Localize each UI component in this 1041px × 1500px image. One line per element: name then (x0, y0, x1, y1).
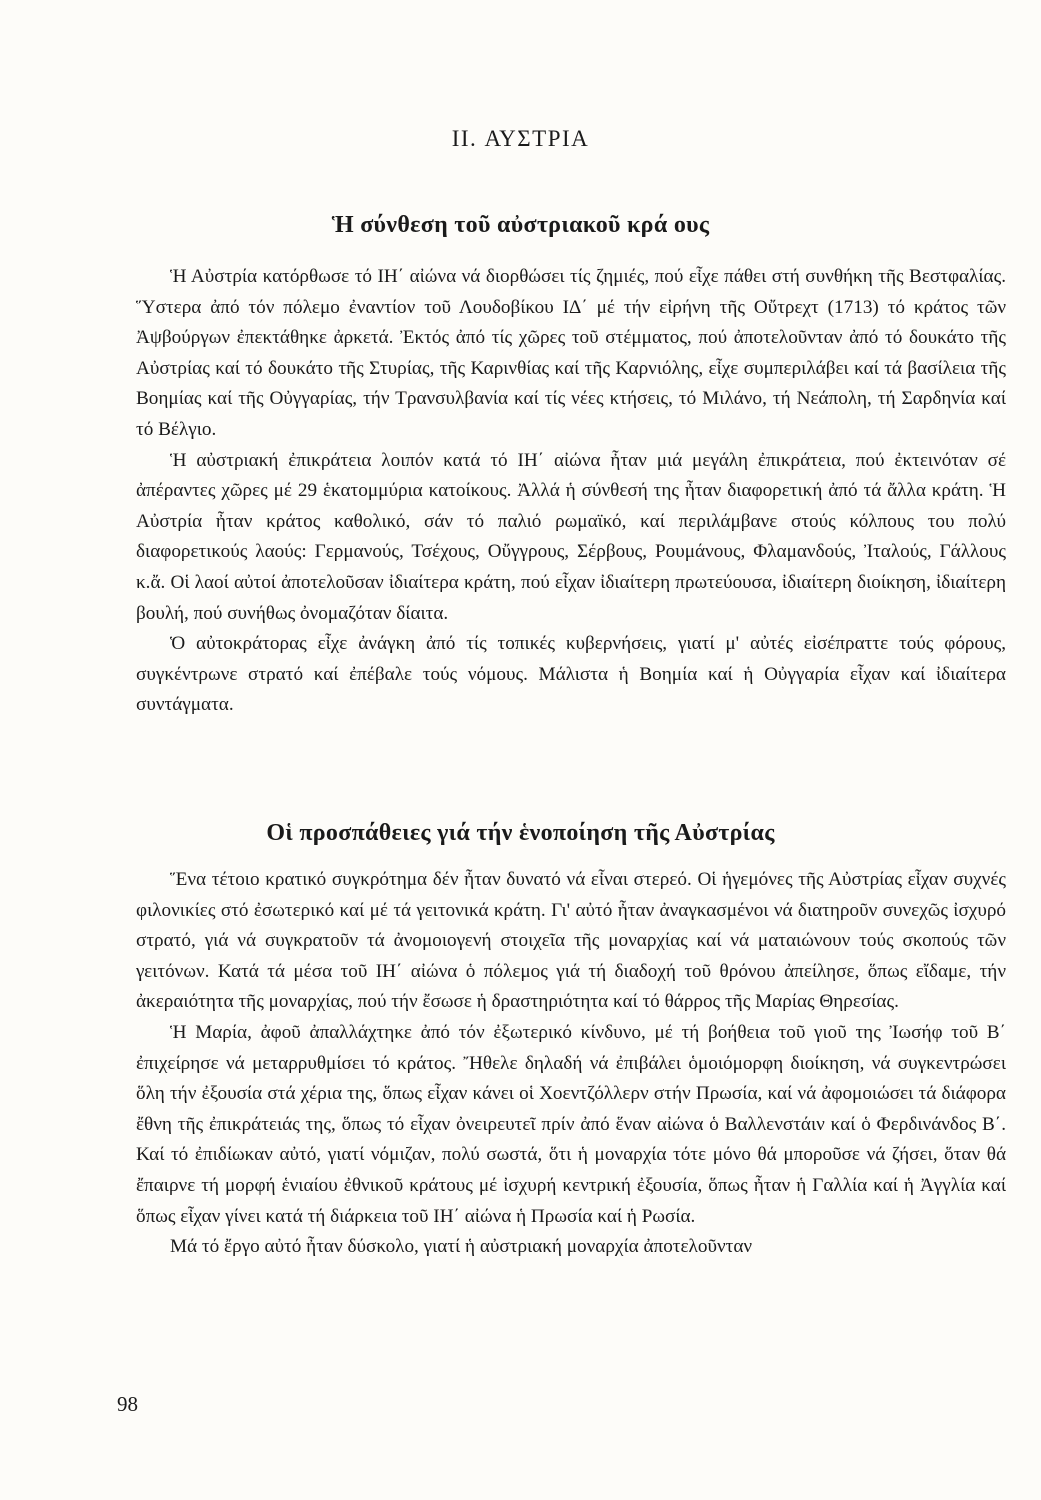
paragraph: Ἕνα τέτοιο κρατικό συγκρότημα δέν ἦταν δυνατό νά εἶναι στερεό. Οἱ ἡγεμόνες τῆς Αὐστρίας εἶχαν συχνές φιλονικίες στό ἐσωτερικό καί μέ τά γειτονικά κράτη. Γι' αὐτό ἦταν ἀναγκασμένοι νά διατηροῦν συνεχῶς ἰσχυρό στρατό, γιά νά συγκρατοῦν τά ἀνομοιογενή στοιχεῖα τῆς μοναρχίας καί νά ματαιώνουν τούς σκοπούς τῶν γειτόνων. Κατά τά μέσα τοῦ ΙΗ΄ αἰώνα ὁ πόλεμος γιά τή διαδοχή τοῦ θρόνου ἀπείλησε, ὅπως εἴδαμε, τήν ἀκεραιότητα τῆς μοναρχίας, πού τήν ἔσωσε ἡ δραστηριότητα καί τό θάρρος τῆς Μαρίας Θηρεσίας. (136, 869, 1006, 1013)
section-heading: Οἱ προσπάθειες γιά τήν ἑνοποίηση τῆς Αὐστρίας (266, 820, 775, 846)
paragraph: Ὁ αὐτοκράτορας εἶχε ἀνάγκη ἀπό τίς τοπικές κυβερνήσεις, γιατί μ' αὐτές εἰσέπραττε τούς φόρους, συγκέντρωνε στρατό καί ἐπέβαλε τούς νόμους. Μάλιστα ἡ Βοημία καί ἡ Οὐγγαρία εἶχαν καί ἰδιαίτερα συντάγματα. (136, 633, 1006, 716)
section-heading: Ἡ σύνθεση τοῦ αὐστριακοῦ κρά ους (331, 212, 710, 238)
section-body (136, 865, 1006, 1263)
paragraph: Μά τό ἔργο αὐτό ἦταν δύσκολο, γιατί ἡ αὐστριακή μοναρχία ἀποτελοῦνταν (170, 1236, 753, 1258)
paragraph: Ἡ Μαρία, ἀφοῦ ἀπαλλάχτηκε ἀπό τόν ἐξωτερικό κίνδυνο, μέ τή βοήθεια τοῦ γιοῦ της Ἰωσήφ τοῦ Β΄ ἐπιχείρησε νά μεταρρυθμίσει τό κράτος. Ἤθελε δηλαδή νά ἐπιβάλει ὁμοιόμορφη διοίκηση, νά συγκεντρώσει ὅλη τήν ἐξουσία στά χέρια της, ὅπως εἶχαν κάνει οἱ Χοεντζόλλερν στήν Πρωσία, καί νά ἀφομοιώσει τά διάφορα ἔθνη τῆς ἐπικράτειάς της, ὅπως τό εἶχαν ὀνειρευτεῖ πρίν ἀπό ἕναν αἰώνα ὁ Βαλλενστάιν καί ὁ Φερδινάνδος Β΄. Καί τό ἐπιδίωκαν αὐτό, γιατί νόμιζαν, πολύ σωστά, ὅτι ἡ μοναρχία τότε μόνο θά μποροῦσε νά ζήσει, ὅταν θά ἔπαιρνε τή μορφή ἑνιαίου ἐθνικοῦ κράτους μέ ἰσχυρή κεντρική ἐξουσία, ὅπως ἦταν ἡ Γαλλία καί ἡ Ἀγγλία καί ὅπως εἶχαν γίνει κατά τή διάρκεια τοῦ ΙΗ΄ αἰώνα ἡ Πρωσία καί ἡ Ρωσία. (136, 1021, 1006, 1227)
paragraph: Ἡ αὐστριακή ἐπικράτεια λοιπόν κατά τό ΙΗ΄ αἰώνα ἦταν μιά μεγάλη ἐπικράτεια, πού ἐκτεινόταν σέ ἀπέραντες χῶρες μέ 29 ἑκατομμύρια κατοίκους. Ἀλλά ἡ σύνθεσή της ἦταν διαφορετική ἀπό τά ἄλλα κράτη. Ἡ Αὐστρία ἦταν κράτος καθολικό, σάν τό παλιό ρωμαϊκό, καί περιλάμβανε στούς κόλπους του πολύ διαφορετικούς λαούς: Γερμανούς, Τσέχους, Οὔγγρους, Σέρβους, Ρουμάνους, Φλαμανδούς, Ἰταλούς, Γάλλους κ.ἄ. Οἱ λαοί αὐτοί ἀποτελοῦσαν ἰδιαίτερα κράτη, πού εἶχαν ἰδιαίτερη πρωτεύουσα, ἰδιαίτερη διοίκηση, ἰδιαίτερη βουλή, πού συνήθως ὀνομαζόταν δίαιτα. (136, 449, 1006, 624)
paragraph: Ἡ Αὐστρία κατόρθωσε τό ΙΗ΄ αἰώνα νά διορθώσει τίς ζημιές, πού εἶχε πάθει στή συνθήκη τῆς Βεστφαλίας. Ὕστερα ἀπό τόν πόλεμο ἐναντίον τοῦ Λουδοβίκου ΙΔ΄ μέ τήν εἰρήνη τῆς Οὔτρεχτ (1713) τό κράτος τῶν Ἀψβούργων ἐπεκτάθηκε ἀρκετά. Ἐκτός ἀπό τίς χῶρες τοῦ στέμματος, πού ἀποτελοῦνταν ἀπό τό δουκάτο τῆς Αὐστρίας καί τό δουκάτο τῆς Στυρίας, τῆς Καρινθίας καί τῆς Καρνιόλης, εἶχε συμπεριλάβει καί τά βασίλεια τῆς Βοημίας καί τῆς Οὐγγαρίας, τήν Τρανσυλβανία καί τίς νέες κτήσεις, τό Μιλάνο, τή Νεάπολη, τή Σαρδηνία καί τό Βέλγιο. (136, 266, 1006, 440)
chapter-title: II. ΑΥΣΤΡΙΑ (451, 126, 590, 151)
section-body (136, 262, 1006, 721)
page-number: 98 (117, 1392, 138, 1416)
